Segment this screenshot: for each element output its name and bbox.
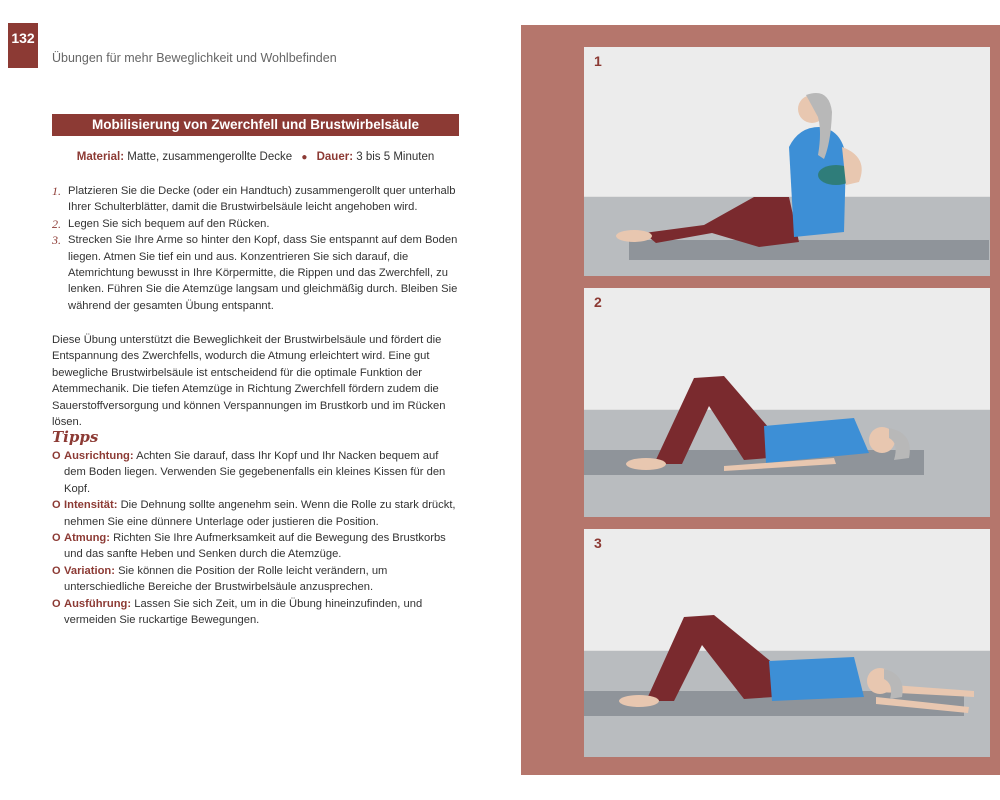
tip-text: Lassen Sie sich Zeit, um in die Übung hineinzufinden, und vermeiden Sie ruckartige Bewegungen. bbox=[64, 597, 423, 627]
lying-pose-arms-down-illustration bbox=[584, 288, 990, 517]
tip-label: Ausrichtung: bbox=[64, 450, 134, 462]
duration-label: Dauer: bbox=[316, 151, 354, 163]
tip-label: Intensität: bbox=[64, 499, 118, 512]
step-item bbox=[52, 232, 462, 314]
bullet-icon: O bbox=[52, 499, 61, 512]
page-number: 132 bbox=[8, 23, 38, 68]
exercise-photo-3 bbox=[584, 529, 990, 757]
lying-pose-arms-overhead-illustration bbox=[584, 529, 990, 757]
photo-label: 1 bbox=[594, 53, 602, 69]
exercise-photo-1 bbox=[584, 47, 990, 276]
tip-item bbox=[52, 497, 462, 530]
tip-label: Variation: bbox=[64, 564, 115, 577]
photo-label: 3 bbox=[594, 535, 602, 551]
step-item bbox=[52, 216, 462, 232]
tip-item bbox=[52, 596, 462, 629]
seated-pose-illustration bbox=[584, 47, 990, 276]
tip-text: Achten Sie darauf, dass Ihr Kopf und Ihr Nacken bequem auf dem Boden liegen. Verwenden Sie gegebenenfalls ein kleines Kissen für den Kopf. bbox=[64, 450, 446, 495]
material-duration-line bbox=[52, 151, 459, 163]
step-number: 2. bbox=[52, 216, 61, 231]
bullet-icon: O bbox=[52, 532, 61, 545]
step-number: 1. bbox=[52, 184, 61, 198]
material-value: Matte, zusammengerollte Decke bbox=[127, 151, 293, 163]
tip-item bbox=[52, 448, 462, 497]
step-text: Legen Sie sich bequem auf den Rücken. bbox=[68, 217, 270, 230]
step-text: Platzieren Sie die Decke (oder ein Handtuch) zusammengerollt quer unterhalb Ihrer Schulterblätter, damit die Brustwirbelsäule leicht angehoben wird. bbox=[68, 185, 456, 214]
material-label: Material: bbox=[76, 151, 125, 163]
tip-text: Richten Sie Ihre Aufmerksamkeit auf die Bewegung des Brustkorbs und das sanfte Heben und Senken durch die Atemzüge. bbox=[64, 532, 446, 561]
step-number: 3. bbox=[52, 233, 61, 248]
exercise-photo-2 bbox=[584, 288, 990, 517]
tips-list bbox=[52, 448, 462, 628]
step-text: Strecken Sie Ihre Arme so hinter den Kopf, dass Sie entspannt auf dem Boden liegen. Atmen Sie tief ein und aus. Konzentrieren Sie sich darauf, die Atemrichtung bewusst in Ihre Körpermitte, die Rippen und das Zwerchfell, zu lenken. Führen Sie die Atemzüge langsam und gleichmäßig durch. Bleiben Sie während der gesamten Übung entspannt. bbox=[68, 234, 458, 312]
bullet-icon: O bbox=[52, 564, 61, 577]
tip-text: Die Dehnung sollte angenehm sein. Wenn die Rolle zu stark drückt, nehmen Sie eine dünnere Unterlage oder justieren die Position. bbox=[64, 499, 456, 528]
photo-label: 2 bbox=[594, 294, 602, 310]
body-paragraph: Diese Übung unterstützt die Beweglichkeit der Brustwirbelsäule und fördert die Entspannung des Zwerchfells, wodurch die Atmung erleichtert wird. Eine gut bewegliche Brustwirbelsäule ist entscheidend für die optimale Funktion der Atemmechanik. Die tiefen Atemzüge in Richtung Zwerchfell fördern zudem die Sauerstoffversorgung und können Verspannungen im Brustkorb und im Rücken lösen. bbox=[52, 334, 446, 429]
tip-item bbox=[52, 530, 462, 563]
exercise-title: Mobilisierung von Zwerchfell und Brustwirbelsäule bbox=[52, 114, 459, 136]
bullet-icon: O bbox=[52, 597, 61, 610]
tips-heading: Tipps bbox=[52, 428, 99, 446]
tip-label: Ausführung: bbox=[64, 597, 132, 610]
tip-label: Atmung: bbox=[64, 532, 110, 545]
tip-text: Sie können die Position der Rolle leicht verändern, um unterschiedliche Bereiche der Brustwirbelsäule anzusprechen. bbox=[64, 564, 388, 594]
step-list bbox=[52, 183, 462, 314]
bullet-icon: O bbox=[52, 450, 61, 462]
separator-dot-icon: ● bbox=[301, 152, 308, 163]
running-header: Übungen für mehr Beweglichkeit und Wohlbefinden bbox=[52, 51, 337, 65]
tip-item bbox=[52, 563, 462, 596]
duration-value: 3 bis 5 Minuten bbox=[356, 151, 435, 163]
step-item bbox=[52, 183, 462, 216]
